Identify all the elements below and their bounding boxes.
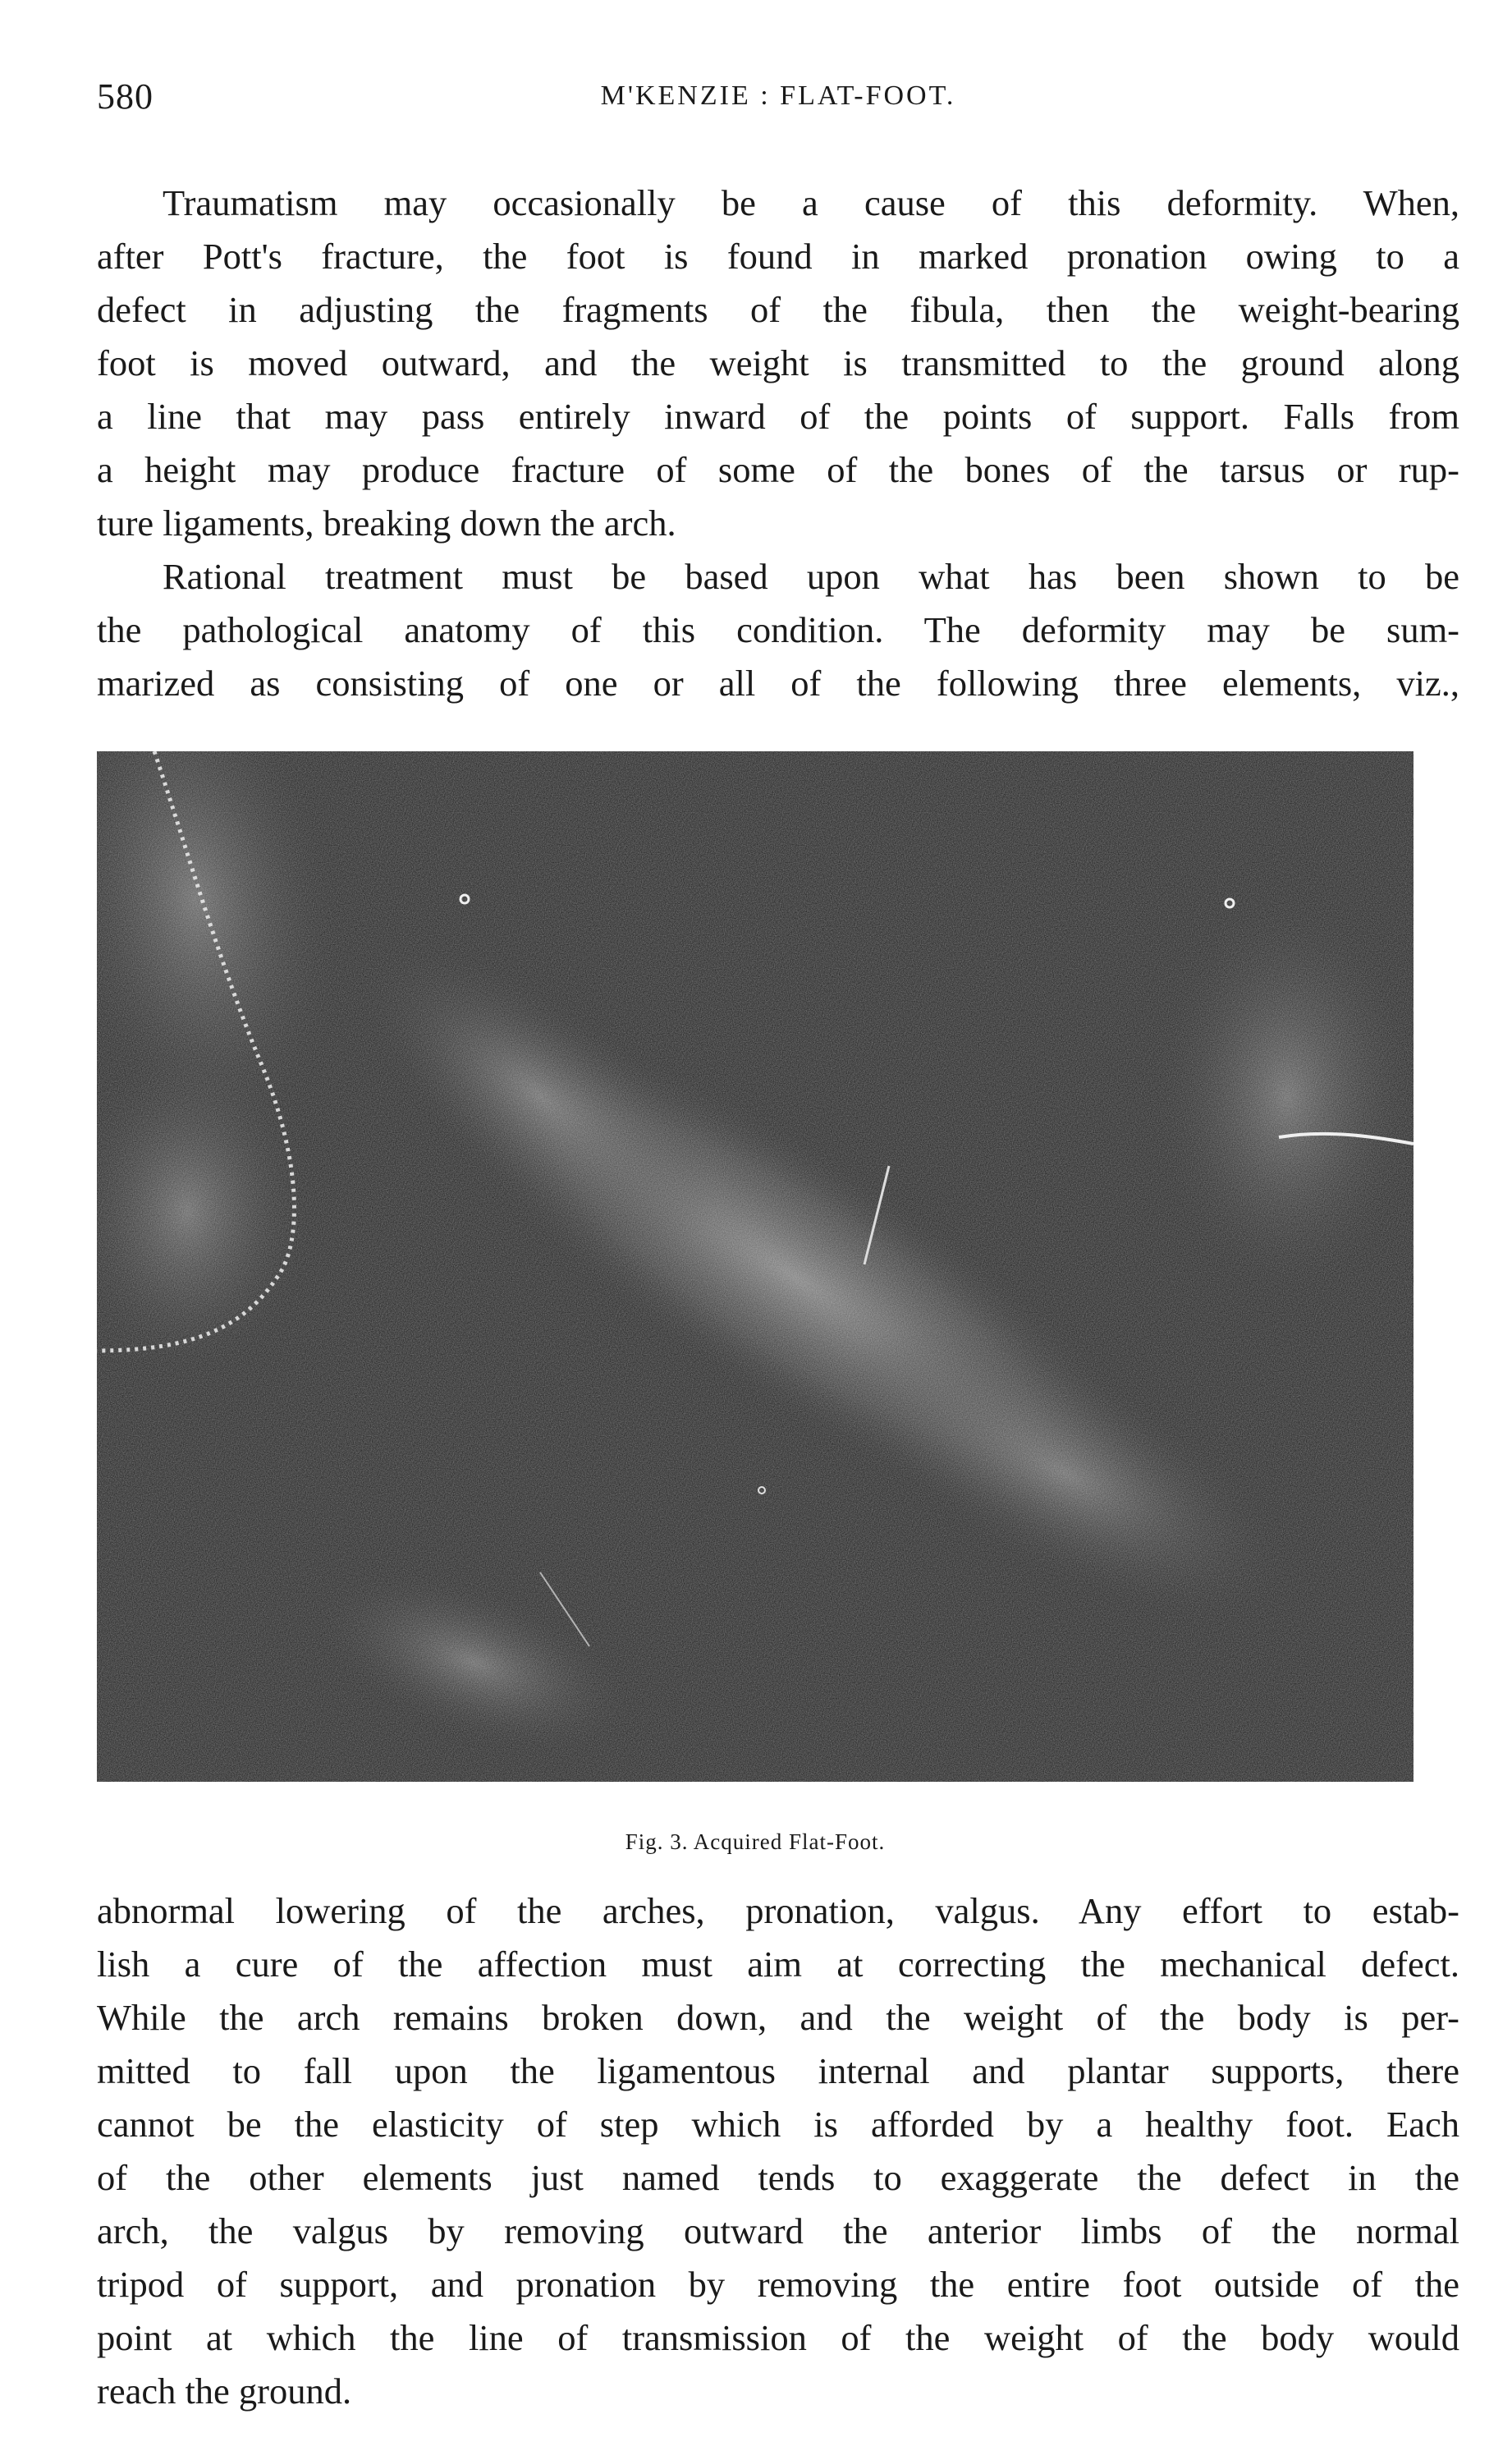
- paragraph-1-line: Traumatism may occasionally be a cause of this deformity. When,: [163, 182, 1459, 223]
- paragraph-1-line: after Pott's fracture, the foot is found in marked pronation owing to a: [97, 236, 1459, 277]
- paragraph-2: [97, 550, 1459, 710]
- paragraph-2-line: Rational treatment must be based upon what has been shown to be: [163, 556, 1459, 597]
- paragraph-3-line: cannot be the elasticity of step which is afforded by a healthy foot. Each: [97, 2104, 1459, 2145]
- paragraph-1: [97, 177, 1459, 550]
- figure-caption: Fig. 3. Acquired Flat-Foot.: [625, 1829, 886, 1854]
- paragraph-1-line: a line that may pass entirely inward of the points of support. Falls from: [97, 396, 1459, 437]
- paragraph-3: [97, 1884, 1459, 2418]
- paragraph-1-line: a height may produce fracture of some of the bones of the tarsus or rup-: [97, 449, 1459, 490]
- paragraph-2-line: marized as consisting of one or all of the following three elements, viz.,: [97, 663, 1459, 704]
- paragraph-3-line: While the arch remains broken down, and the weight of the body is per-: [97, 1997, 1459, 2038]
- paragraph-2-line: the pathological anatomy of this condition. The deformity may be sum-: [97, 609, 1459, 650]
- paragraph-3-line: lish a cure of the affection must aim at correcting the mechanical defect.: [97, 1944, 1459, 1985]
- xray-figure: [97, 751, 1413, 1782]
- xray-image: [97, 751, 1413, 1782]
- paragraph-3-line: of the other elements just named tends to exaggerate the defect in the: [97, 2157, 1459, 2198]
- page-header: [97, 76, 1459, 125]
- paragraph-1-line: foot is moved outward, and the weight is transmitted to the ground along: [97, 342, 1459, 383]
- paragraph-3-line: point at which the line of transmission of the weight of the body would: [97, 2317, 1459, 2358]
- paragraph-3-line: tripod of support, and pronation by removing the entire foot outside of the: [97, 2264, 1459, 2305]
- page-number: 580: [97, 76, 153, 117]
- paragraph-3-line: reach the ground.: [97, 2370, 352, 2412]
- paragraph-3-line: mitted to fall upon the ligamentous internal and plantar supports, there: [97, 2050, 1459, 2091]
- paragraph-3-line: arch, the valgus by removing outward the anterior limbs of the normal: [97, 2210, 1459, 2251]
- paragraph-1-line: ture ligaments, breaking down the arch.: [97, 503, 676, 544]
- paragraph-1-line: defect in adjusting the fragments of the fibula, then the weight-bearing: [97, 289, 1459, 330]
- paragraph-3-line: abnormal lowering of the arches, pronation, valgus. Any effort to estab-: [97, 1890, 1459, 1931]
- running-head: M'KENZIE : FLAT-FOOT.: [600, 80, 956, 111]
